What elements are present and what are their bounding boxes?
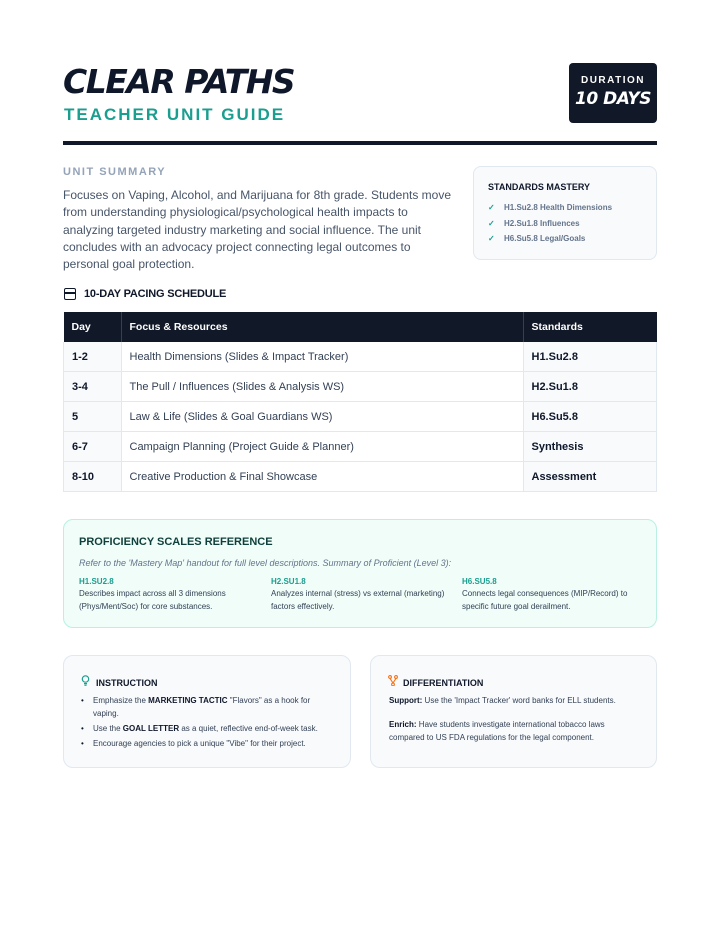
check-icon: ✓ [488, 203, 495, 212]
enrich-text [389, 719, 639, 744]
instruction-title: INSTRUCTION [96, 678, 158, 688]
cell-standard: H6.Su5.8 [523, 402, 657, 432]
table-row [64, 432, 657, 462]
pacing-table [63, 312, 657, 492]
lightbulb-icon [81, 675, 96, 688]
standard-item-label: H1.Su2.8 Health Dimensions [504, 203, 613, 212]
column-header-standards: Standards [523, 312, 657, 342]
proficiency-description: Connects legal consequences (MIP/Record) to specific future goal derailment. [462, 589, 628, 611]
instruction-heading [81, 675, 158, 688]
unit-title: CLEAR PATHS [63, 62, 295, 101]
standards-mastery-card [473, 166, 657, 260]
standard-item-label: H6.Su5.8 Legal/Goals [504, 234, 586, 243]
item-emphasis: MARKETING TACTIC [148, 696, 228, 705]
table-row [64, 342, 657, 372]
cell-focus: Creative Production & Final Showcase [121, 462, 523, 492]
cell-day: 5 [64, 402, 122, 432]
item-text: "Flavors" as a hook for vaping. [93, 696, 311, 718]
proficiency-note: Refer to the 'Mastery Map' handout for full level descriptions. Summary of Proficient (Level 3): [79, 558, 452, 568]
proficiency-code: H1.SU2.8 [79, 577, 114, 586]
cell-day: 8-10 [64, 462, 122, 492]
branch-icon [388, 675, 403, 688]
summary-heading: UNIT SUMMARY [63, 166, 167, 178]
differentiation-title: DIFFERENTIATION [403, 678, 484, 688]
table-row [64, 462, 657, 492]
proficiency-card [63, 519, 657, 628]
proficiency-column [271, 577, 451, 613]
cell-day: 1-2 [64, 342, 122, 372]
support-text [389, 695, 639, 708]
differentiation-heading [388, 675, 483, 688]
table-row [64, 372, 657, 402]
standards-title: STANDARDS MASTERY [488, 182, 591, 192]
cell-focus: Law & Life (Slides & Goal Guardians WS) [121, 402, 523, 432]
list-item [93, 738, 338, 751]
cell-standard: Assessment [523, 462, 657, 492]
cell-standard: H1.Su2.8 [523, 342, 657, 372]
check-icon: ✓ [488, 219, 495, 228]
support-label: Support: [389, 696, 423, 705]
item-text: Emphasize the [93, 696, 149, 705]
column-header-day: Day [64, 312, 122, 342]
proficiency-description: Describes impact across all 3 dimensions (Phys/Ment/Soc) for core substances. [79, 589, 226, 611]
list-item [93, 723, 338, 736]
item-text: as a quiet, reflective end-of-week task. [179, 723, 318, 733]
proficiency-column [462, 577, 642, 613]
duration-label: DURATION [580, 75, 646, 86]
cell-focus: The Pull / Influences (Slides & Analysis WS) [121, 372, 523, 402]
proficiency-description: Analyzes internal (stress) vs external (marketing) factors effectively. [271, 589, 445, 611]
list-item [93, 695, 338, 720]
header-divider [63, 141, 657, 145]
cell-focus: Health Dimensions (Slides & Impact Tracker) [121, 342, 523, 372]
check-icon: ✓ [488, 234, 495, 243]
standard-item [488, 203, 612, 212]
pacing-title: 10-DAY PACING SCHEDULE [84, 288, 227, 300]
table-header-row [64, 312, 657, 342]
instruction-card [63, 655, 351, 768]
summary-text: Focuses on Vaping, Alcohol, and Marijuana for 8th grade. Students move from understanding physiological/psychological health impacts to analyzing targeted industry marketing and social influence. The unit concludes with an advocacy project connecting legal outcomes to personal goal protection. [63, 188, 452, 272]
cell-focus: Campaign Planning (Project Guide & Planner) [121, 432, 523, 462]
instruction-list [93, 695, 338, 753]
proficiency-code: H2.SU1.8 [271, 577, 306, 586]
cell-day: 6-7 [64, 432, 122, 462]
standard-item [488, 234, 585, 243]
item-text: Encourage agencies to pick a unique "Vibe" for their project. [93, 738, 306, 748]
proficiency-title: PROFICIENCY SCALES REFERENCE [79, 536, 273, 548]
unit-subtitle: TEACHER UNIT GUIDE [64, 105, 286, 124]
item-emphasis: GOAL LETTER [122, 723, 180, 733]
column-header-focus: Focus & Resources [121, 312, 523, 342]
calendar-icon [64, 288, 76, 300]
standard-item-label: H2.Su1.8 Influences [504, 219, 580, 228]
proficiency-column [79, 577, 259, 613]
differentiation-card [370, 655, 657, 768]
table-row [64, 402, 657, 432]
item-text: Use the [93, 723, 123, 733]
support-body: Use the 'Impact Tracker' word banks for ELL students. [422, 696, 616, 705]
standard-item [488, 219, 580, 228]
cell-day: 3-4 [64, 372, 122, 402]
duration-badge [569, 63, 657, 123]
enrich-label: Enrich: [389, 720, 417, 729]
duration-value: 10 DAYS [575, 89, 651, 109]
cell-standard: Synthesis [523, 432, 657, 462]
proficiency-code: H6.SU5.8 [462, 577, 497, 586]
cell-standard: H2.Su1.8 [523, 372, 657, 402]
enrich-body: Have students investigate international tobacco laws compared to US FDA regulations for the legal component. [389, 720, 605, 742]
